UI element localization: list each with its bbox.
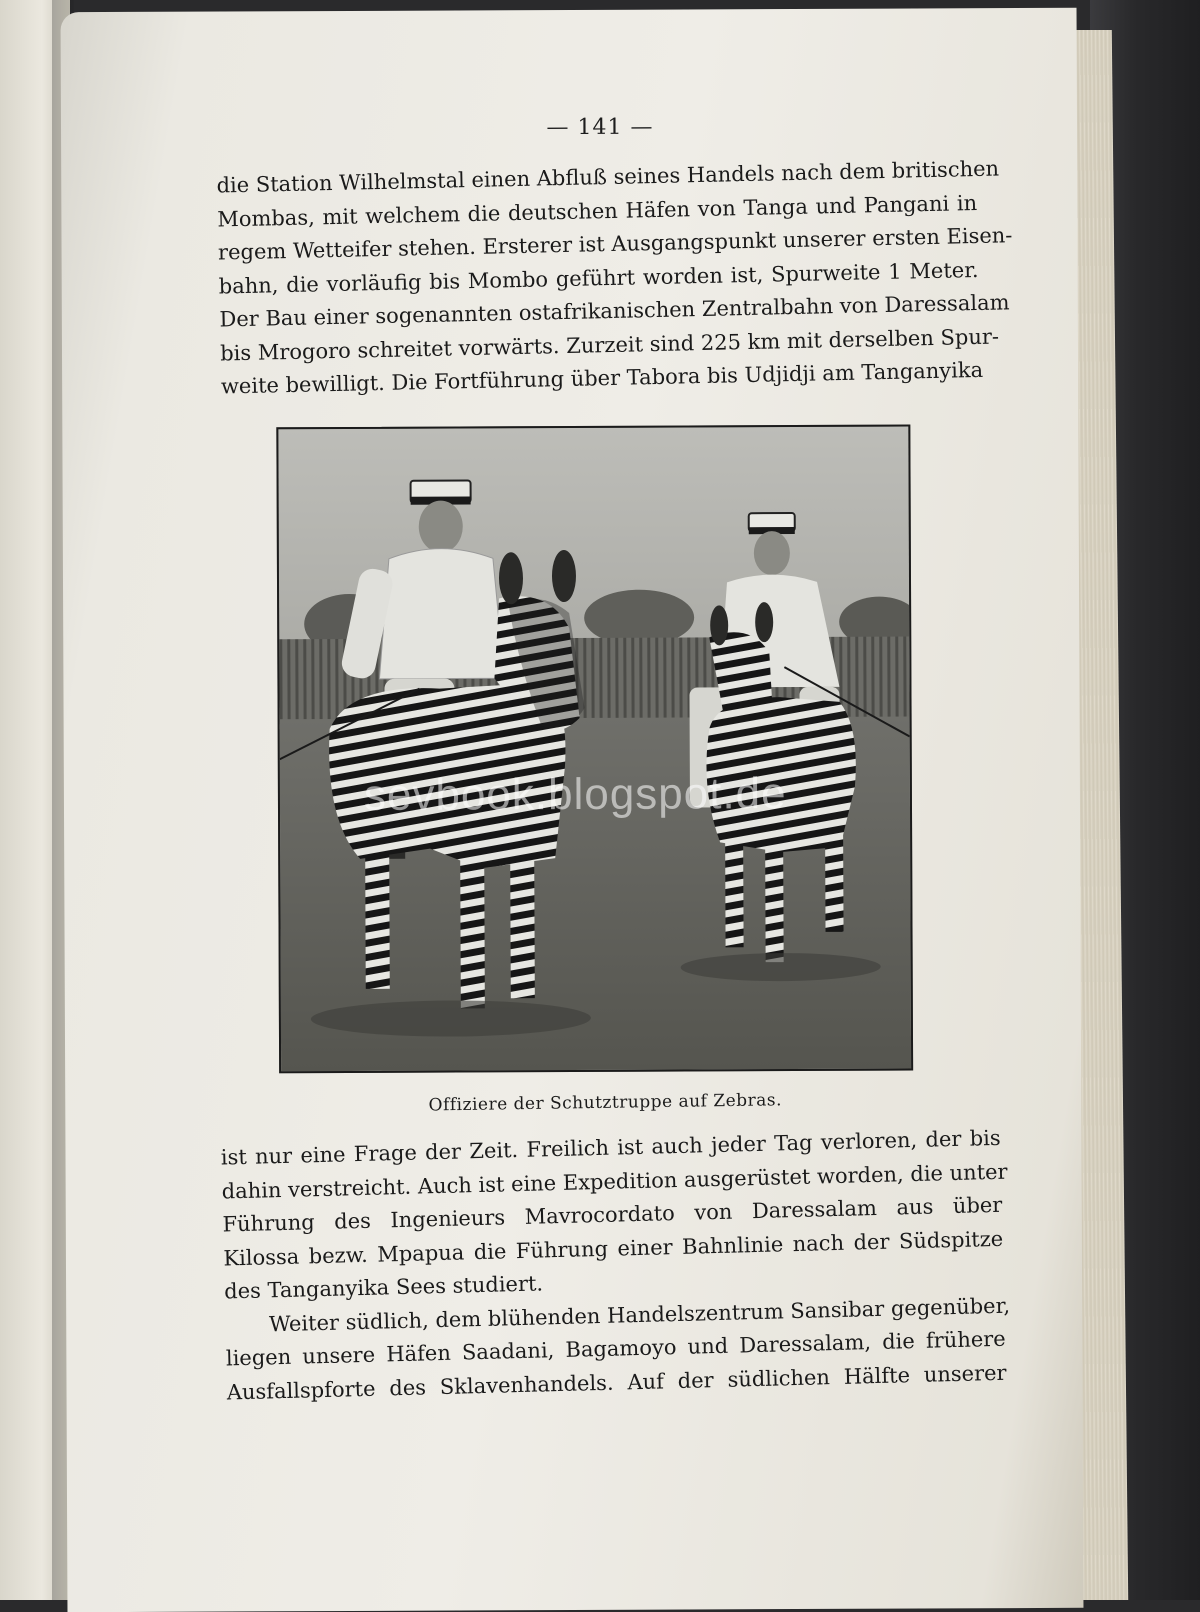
zebra-ear — [552, 550, 576, 602]
text-line: dahin verstreicht. Auch ist eine Expedition ausgerüstet worden, die unter — [221, 1159, 1008, 1204]
rider-face — [419, 500, 463, 552]
text-block-bottom — [220, 1122, 1011, 1410]
text-line: Kilossa bezw. Mpapua die Führung einer Bahnlinie nach der Südspitze — [223, 1226, 1004, 1270]
zebra-leg — [365, 849, 390, 989]
text-line: Ausfallspforte des Sklavenhandels. Auf der südlichen Hälfte unserer — [226, 1360, 1007, 1404]
text-line: liegen unsere Häfen Saadani, Bagamoyo und Daressalam, die frühere — [225, 1326, 1006, 1371]
text-line: regem Wetteifer stehen. Ersterer ist Ausgangspunkt unserer ersten Eisen- — [217, 223, 1013, 265]
figure-caption: Offiziere der Schutztruppe auf Zebras. — [428, 1090, 783, 1116]
watermark: sevbook.blogspot.de — [363, 769, 787, 820]
book-page — [61, 8, 1084, 1612]
tree — [584, 589, 694, 645]
rider-face — [754, 531, 790, 575]
zebra-ear — [710, 605, 728, 645]
zebra-ear — [499, 552, 523, 604]
text-line: bahn, die vorläufig bis Mombo geführt worden ist, Spurweite 1 Meter. — [218, 257, 979, 299]
zebra-leg — [765, 842, 784, 962]
zebra-leg — [510, 858, 535, 998]
photo-officers-on-zebras — [276, 425, 913, 1074]
text-line: des Tanganyika Sees studiert. — [223, 1271, 544, 1304]
text-line: ist nur eine Frage der Zeit. Freilich ist auch jeder Tag verloren, der bis — [220, 1125, 1001, 1170]
text-block-top — [216, 153, 1013, 404]
rider-jacket — [379, 548, 505, 679]
zebra-leg — [460, 858, 485, 1008]
zebra-leg — [725, 837, 743, 947]
text-line: die Station Wilhelmstal einen Abfluß seines Handels nach dem britischen — [216, 156, 1000, 198]
text-line: Mombas, mit welchem die deutschen Häfen von Tanga und Pangani in — [217, 190, 978, 232]
text-line: Der Bau einer sogenannten ostafrikanischen Zentralbahn von Daressalam — [219, 290, 1010, 332]
text-line: Weiter südlich, dem blühenden Handelszentrum Sansibar gegenüber, — [268, 1293, 1011, 1336]
text-line: weite bewilligt. Die Fortführung über Tabora bis Udjidji am Tanganyika — [220, 357, 984, 399]
zebra-leg — [825, 832, 843, 932]
text-line: Führung des Ingenieurs Mavrocordato von Daressalam aus über — [222, 1192, 1003, 1237]
text-line: bis Mrogoro schreitet vorwärts. Zurzeit sind 225 km mit derselben Spur- — [219, 324, 1000, 365]
page-number: — 141 — — [546, 114, 654, 141]
photo-illustration — [278, 427, 911, 1072]
zebra-ear — [755, 602, 773, 642]
